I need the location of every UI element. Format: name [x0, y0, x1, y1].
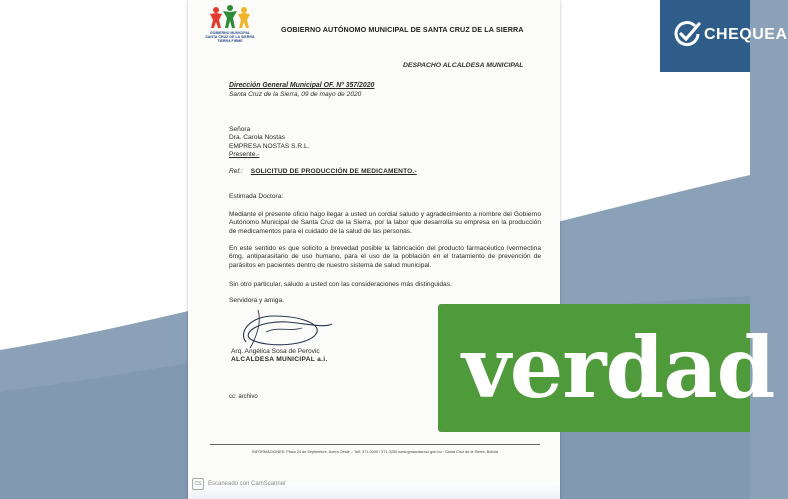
footer-divider — [210, 444, 540, 445]
government-title: GOBIERNO AUTÓNOMO MUNICIPAL DE SANTA CRUZ DE LA SIERRA — [281, 25, 524, 34]
signer-name: Arq. Angélica Sosa de Perovic — [231, 348, 320, 355]
chequea-badge — [660, 0, 788, 72]
recipient-salutation: Señora — [229, 126, 251, 133]
recipient-presente: Presente.- — [229, 151, 260, 159]
logo-text-line: TIERRA FIRME — [217, 39, 243, 44]
recipient-block — [229, 126, 310, 160]
letter-footer: INFORMACIONES: Plaza 24 de Septiembre, Acera Oeste – Telf: 371-0000 / 371-3250 www.gmsantacruz.gob.bo · Santa Cruz de la Sierra, Bolivia — [252, 450, 498, 454]
check-circle-icon — [673, 20, 701, 48]
official-number: Dirección General Municipal OF. Nº 357/2020 — [229, 82, 375, 89]
body-paragraph-1: Mediante el presente oficio hago llegar a usted un cordial saludo y agradecimiento a nombre del Gobierno Autónomo Municipal de Santa Cruz de la Sierra, por la labor que desarrolla su empresa en la producción de medicamentos para el cuidado de la salud de las personas. — [229, 211, 541, 235]
signer-block — [231, 348, 327, 365]
scanner-watermark — [192, 478, 286, 490]
people-logo-icon — [202, 4, 258, 30]
verdict-label: verdad — [462, 318, 775, 417]
signer-title: ALCALDESA MUNICIPAL a.i. — [231, 356, 328, 364]
recipient-company: EMPRESA NOSTAS S.R.L. — [229, 142, 310, 150]
letter-date: Santa Cruz de la Sierra, 09 de mayo de 2020 — [229, 91, 362, 98]
recipient-name: Dra. Carola Nostas — [229, 134, 286, 142]
verdict-stamp — [438, 304, 775, 432]
closing: Servidora y amiga. — [229, 297, 284, 304]
camscanner-icon: CS — [192, 478, 204, 490]
office-name: DESPACHO ALCALDESA MUNICIPAL — [403, 62, 524, 69]
reference-line — [229, 168, 417, 176]
logo-text-line: SANTA CRUZ DE LA SIERRA — [205, 35, 255, 40]
greeting: Estimada Doctora: — [229, 193, 284, 200]
scanner-text: Escaneado con CamScanner — [208, 480, 287, 487]
body-paragraph-2: En este sentido es que solicito a brevedad posible la fabricación del producto farmacéutico Ivermectina 6mg, antiparasitario de uso humano, para el uso de la población en el tratamiento de prevención de parásitos en pacientes dentro de nuestro sistema de salud municipal. — [229, 245, 541, 269]
reference-label: Ref.: — [229, 168, 243, 175]
reference-subject: SOLICITUD DE PRODUCCIÓN DE MEDICAMENTO.- — [250, 168, 417, 175]
municipal-logo — [202, 4, 258, 44]
body-paragraph-3: Sin otro particular, saludo a usted con las consideraciones más distinguidas. — [229, 281, 452, 288]
copy-to: cc: archivo — [229, 394, 258, 400]
logo-text-line: GOBIERNO MUNICIPAL — [209, 31, 251, 35]
handwritten-signature — [228, 302, 338, 352]
chequea-brand: CHEQUEA — [704, 26, 788, 43]
